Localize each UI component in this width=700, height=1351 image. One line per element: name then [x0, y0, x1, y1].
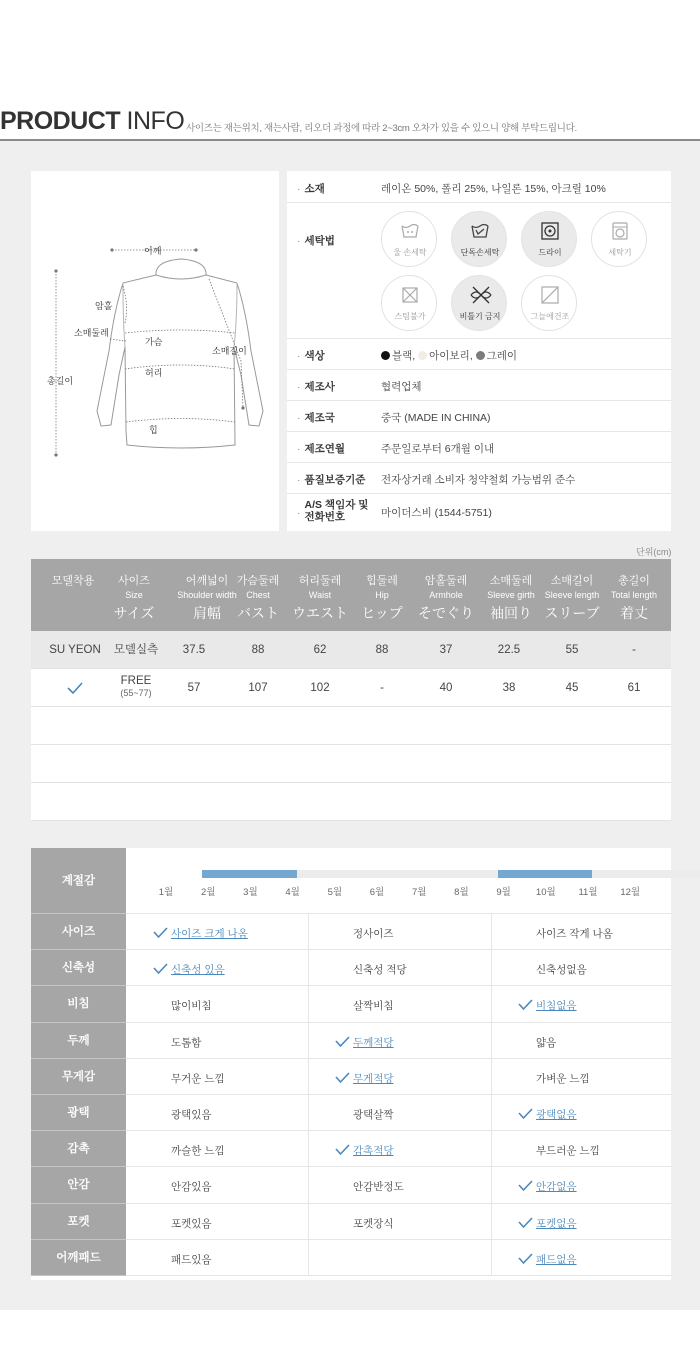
option: 도톰함: [171, 1036, 202, 1049]
month-label: 3월: [243, 887, 258, 898]
date-value: 주문일로부터 6개월 이내: [381, 443, 495, 455]
selected-option: 신축성 있음: [171, 964, 225, 977]
month-label: 5월: [327, 887, 343, 898]
month-label: 8월: [454, 887, 469, 898]
option: 신축성없음: [536, 964, 587, 977]
title-light: INFO: [120, 107, 185, 135]
month-label: 2월: [200, 887, 216, 898]
selected-option: 무게적당: [353, 1072, 394, 1085]
option: 안감있음: [171, 1181, 212, 1194]
col-size: 사이즈 Size サイズ: [113, 575, 155, 621]
spec-country: · 제조국 중국 (MADE IN CHINA): [287, 401, 671, 432]
column-divider: [308, 1059, 309, 1095]
col-sleeve-length: 소매길이 Sleeve length スリーブ: [544, 575, 600, 621]
title-bold: PRODUCT: [0, 107, 121, 135]
detail-label: 어깨패드: [31, 1240, 126, 1276]
month-label: 12월: [620, 887, 641, 898]
unit-label: 단위(cm): [636, 547, 672, 557]
option: 광택있음: [171, 1109, 212, 1121]
month-label: 9월: [496, 887, 511, 898]
check-icon: [518, 1216, 533, 1230]
season-label: 계절감: [31, 848, 126, 914]
column-divider: [308, 1095, 309, 1131]
option: 얇음: [536, 1036, 557, 1049]
detail-row: [126, 1059, 671, 1095]
column-divider: [308, 950, 309, 986]
check-icon: [335, 1071, 350, 1085]
selected-option: 패드없음: [536, 1253, 577, 1266]
detail-row: [126, 914, 671, 950]
column-divider: [308, 1167, 309, 1203]
check-icon: [335, 1035, 350, 1049]
info-box: [31, 171, 671, 531]
washing-machine-icon: 세탁기: [591, 211, 647, 267]
page-title: [0, 106, 184, 136]
color-swatch-ivory: [418, 351, 427, 360]
col-shoulder: 어깨넓이 Shoulder width 肩幅: [177, 575, 237, 621]
armhole-label: 암홀: [95, 301, 113, 311]
table-row: FREE (55~77) 57 107 102 - 40 38 45 61: [31, 669, 671, 707]
column-divider: [308, 986, 309, 1022]
detail-label: 두께: [31, 1023, 126, 1059]
table-row-empty: [31, 783, 671, 821]
check-icon: [153, 962, 168, 976]
option: 까슬한 느낌: [171, 1145, 225, 1158]
column-divider: [491, 1059, 492, 1095]
option: 신축성 적당: [353, 964, 407, 977]
table-row-empty: [31, 745, 671, 783]
column-divider: [491, 914, 492, 950]
detail-row: [126, 1095, 671, 1131]
column-divider: [308, 1023, 309, 1059]
column-divider: [308, 1204, 309, 1240]
option: 사이즈 작게 나옴: [536, 928, 613, 940]
table-row: SU YEON 모델실측 37.5 88 62 88 37 22.5 55 -: [31, 631, 671, 669]
check-icon: [153, 926, 168, 940]
country-value: 중국 (MADE IN CHINA): [381, 412, 491, 424]
option: 살짝비침: [353, 1000, 394, 1013]
option: 정사이즈: [353, 928, 394, 940]
month-label: 7월: [411, 887, 427, 898]
season-bar: [257, 870, 700, 878]
col-sleeve-girth: 소매둘레 Sleeve girth 袖回り: [487, 575, 535, 621]
selected-option: 광택없음: [536, 1109, 577, 1121]
detail-label: 사이즈: [31, 914, 126, 950]
shade-dry-icon: 그늘에건조: [521, 275, 577, 331]
season-range: [498, 870, 592, 878]
detail-table: [31, 848, 671, 1280]
measurement-diagram: [31, 171, 279, 531]
washing-label: 세탁법: [304, 235, 335, 247]
col-hip: 힙둘레 Hip ヒップ: [361, 575, 403, 621]
color-values: 블랙, 아이보리, 그레이: [381, 348, 517, 363]
month-label: 11월: [578, 887, 598, 898]
color-swatch-black: [381, 351, 390, 360]
column-divider: [308, 1240, 309, 1276]
detail-label: 포켓: [31, 1204, 126, 1240]
detail-label: 비침: [31, 986, 126, 1022]
color-label: 색상: [304, 350, 325, 362]
season-range: [202, 870, 296, 878]
model-name: SU YEON: [49, 644, 101, 656]
option: 포켓장식: [353, 1217, 394, 1230]
check-icon: [518, 1107, 533, 1121]
column-divider: [491, 1023, 492, 1059]
month-label: 4월: [285, 887, 300, 898]
detail-label: 무게감: [31, 1059, 126, 1095]
selected-option: 포켓없음: [536, 1217, 577, 1230]
column-divider: [491, 986, 492, 1022]
option: 광택살짝: [353, 1109, 394, 1121]
detail-label: 안감: [31, 1167, 126, 1203]
shoulder-label: 어깨: [144, 246, 162, 256]
sleeve-length-label: 소매길이: [212, 346, 247, 356]
option: 패드있음: [171, 1253, 212, 1266]
month-label: 6월: [369, 887, 385, 898]
detail-row: [126, 1167, 671, 1203]
option: 가벼운 느낌: [536, 1072, 590, 1085]
no-steam-icon: 스팀불가: [381, 275, 437, 331]
option: 안감반정도: [353, 1181, 404, 1194]
check-icon: [518, 1179, 533, 1193]
selected-option: 비침없음: [536, 1000, 577, 1013]
spec-list: [287, 171, 671, 531]
detail-row: [126, 1204, 671, 1240]
dry-clean-icon: 드라이: [521, 211, 577, 267]
detail-row: [126, 1240, 671, 1276]
color-swatch-gray: [476, 351, 485, 360]
column-divider: [308, 1131, 309, 1167]
column-divider: [491, 1204, 492, 1240]
selected-option: 안감없음: [536, 1181, 577, 1194]
month-label: 10월: [535, 887, 556, 898]
detail-row: [126, 950, 671, 986]
column-divider: [308, 914, 309, 950]
check-icon: [518, 1252, 533, 1266]
col-chest: 가슴둘레 Chest バスト: [236, 575, 280, 621]
spec-washing: · 세탁법 울 손세탁 단독손세탁 드라이 세탁기 스팀불가 비틀기 금지 그늘에건조: [287, 203, 671, 339]
detail-row: [126, 1131, 671, 1167]
selected-option: 사이즈 크게 나옴: [171, 928, 248, 940]
hip-label: 힙: [149, 425, 158, 435]
column-divider: [491, 950, 492, 986]
col-model: 모델착용: [51, 575, 95, 587]
season-row: [126, 848, 671, 914]
col-total-length: 총길이 Total length 着丈: [610, 575, 658, 621]
no-wring-icon: 비틀기 금지: [451, 275, 507, 331]
column-divider: [491, 1240, 492, 1276]
size-table-header: [31, 559, 671, 631]
quality-value: 전자상거래 소비자 청약철회 가능범위 준수: [381, 474, 576, 486]
spec-material: · 소재 레이온 50%, 폴리 25%, 나일론 15%, 아크릴 10%: [287, 171, 671, 203]
detail-row: [126, 1023, 671, 1059]
option: 부드러운 느낌: [536, 1145, 600, 1158]
separate-hand-wash-icon: 단독손세탁: [451, 211, 507, 267]
spec-date: · 제조연월 주문일로부터 6개월 이내: [287, 432, 671, 463]
material-value: 레이온 50%, 폴리 25%, 나일론 15%, 아크릴 10%: [381, 183, 606, 195]
month-label: 1월: [158, 887, 174, 898]
spec-color: · 색상 블랙, 아이보리, 그레이: [287, 339, 671, 370]
sleeve-girth-label: 소매둘레: [74, 328, 109, 338]
size-note: 사이즈는 재는위치, 재는사람, 리오더 과정에 따라 2~3cm 오차가 있을 수 있으니 양해 부탁드립니다.: [186, 123, 577, 134]
material-label: 소재: [304, 183, 325, 195]
product-info-header: [0, 106, 700, 140]
col-waist: 허리둘레 Waist ウエスト: [292, 575, 348, 621]
total-length-label: 총길이: [47, 376, 74, 386]
detail-label: 신축성: [31, 950, 126, 986]
check-icon: [335, 1143, 350, 1157]
detail-label: 광택: [31, 1095, 126, 1131]
col-armhole: 암홀둘레 Armhole そでぐり: [418, 575, 474, 621]
check-icon: [518, 998, 533, 1012]
option: 무거운 느낌: [171, 1072, 225, 1085]
option: 많이비침: [171, 1000, 212, 1013]
spec-as: ·A/S 책임자 및 전화번호 마이더스비 (1544-5751): [297, 499, 492, 523]
hand-wash-icon: 울 손세탁: [381, 211, 437, 267]
option: 포켓있음: [171, 1217, 212, 1230]
selected-option: 감촉적당: [353, 1145, 394, 1158]
spec-maker: · 제조사 협력업체: [287, 370, 671, 401]
waist-label: 허리: [145, 368, 163, 378]
spec-quality: · 품질보증기준 전자상거래 소비자 청약철회 가능범위 준수: [287, 463, 671, 494]
column-divider: [491, 1167, 492, 1203]
column-divider: [491, 1095, 492, 1131]
table-row-empty: [31, 707, 671, 745]
selected-option: 두께적당: [353, 1036, 394, 1049]
as-value: 마이더스비 (1544-5751): [381, 507, 492, 519]
chest-label: 가슴: [145, 337, 163, 347]
column-divider: [491, 1131, 492, 1167]
detail-label: 감촉: [31, 1131, 126, 1167]
maker-value: 협력업체: [381, 381, 422, 393]
detail-row: [126, 986, 671, 1022]
